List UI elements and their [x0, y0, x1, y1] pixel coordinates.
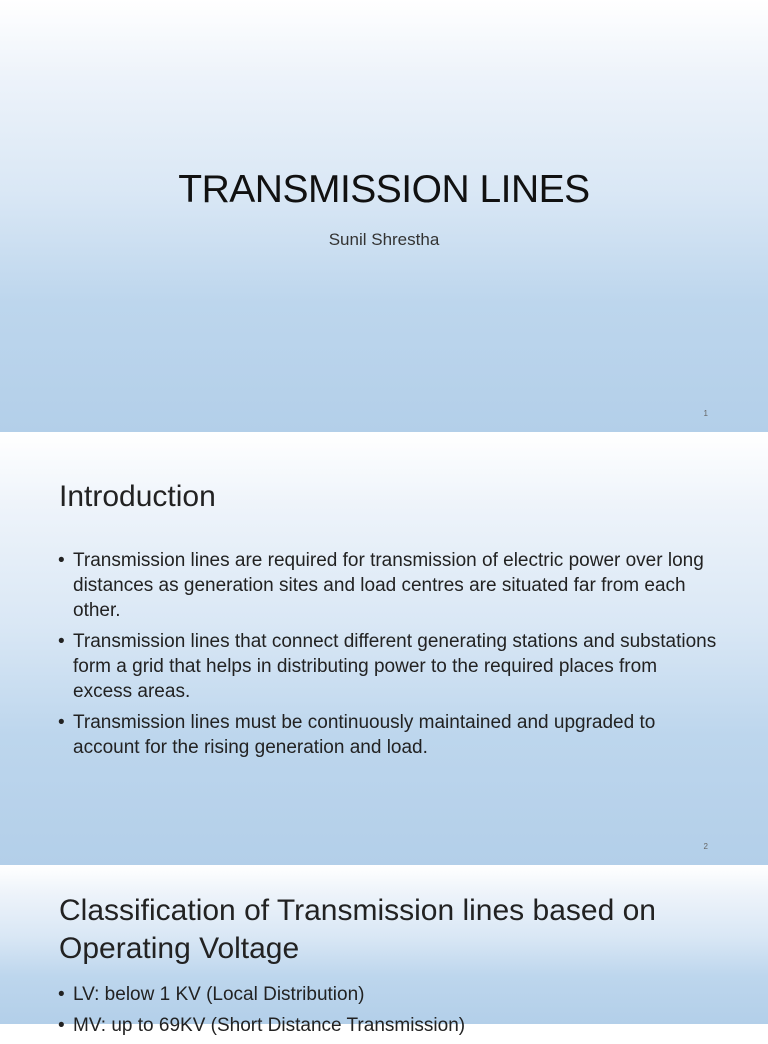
bullet-icon: • [58, 1015, 65, 1036]
slide-heading: Introduction [59, 480, 216, 513]
bullet-icon: • [58, 631, 65, 652]
bullet-list [58, 548, 718, 766]
bullet-item [58, 548, 718, 623]
deck-title: TRANSMISSION LINES [178, 168, 590, 211]
slide-number: 1 [703, 409, 708, 418]
bullet-item [58, 982, 718, 1007]
bullet-icon: • [58, 712, 65, 733]
deck-subtitle: Sunil Shrestha [328, 230, 440, 249]
bullet-item [58, 629, 718, 704]
bullet-list [58, 982, 718, 1044]
bullet-text: MV: up to 69KV (Short Distance Transmission) [73, 1015, 466, 1036]
bullet-text: Transmission lines must be continuously maintained and upgraded to account for the rising generation and load. [73, 712, 656, 758]
bullet-text: Transmission lines are required for transmission of electric power over long distances as generation sites and load centres are situated far from each other. [73, 550, 704, 621]
slide-number: 2 [703, 842, 708, 851]
slide-2 [0, 433, 768, 865]
slide-1 [0, 0, 768, 432]
slide-heading: Classification of Transmission lines based on Operating Voltage [59, 894, 656, 965]
slide-3 [0, 866, 768, 1036]
bullet-text: Transmission lines that connect different generating stations and substations form a grid that helps in distributing power to the required places from excess areas. [73, 631, 717, 702]
bullet-item [58, 710, 718, 760]
bullet-icon: • [58, 984, 65, 1005]
bullet-icon: • [58, 550, 65, 571]
bullet-text: LV: below 1 KV (Local Distribution) [73, 984, 365, 1005]
bullet-item [58, 1013, 718, 1038]
